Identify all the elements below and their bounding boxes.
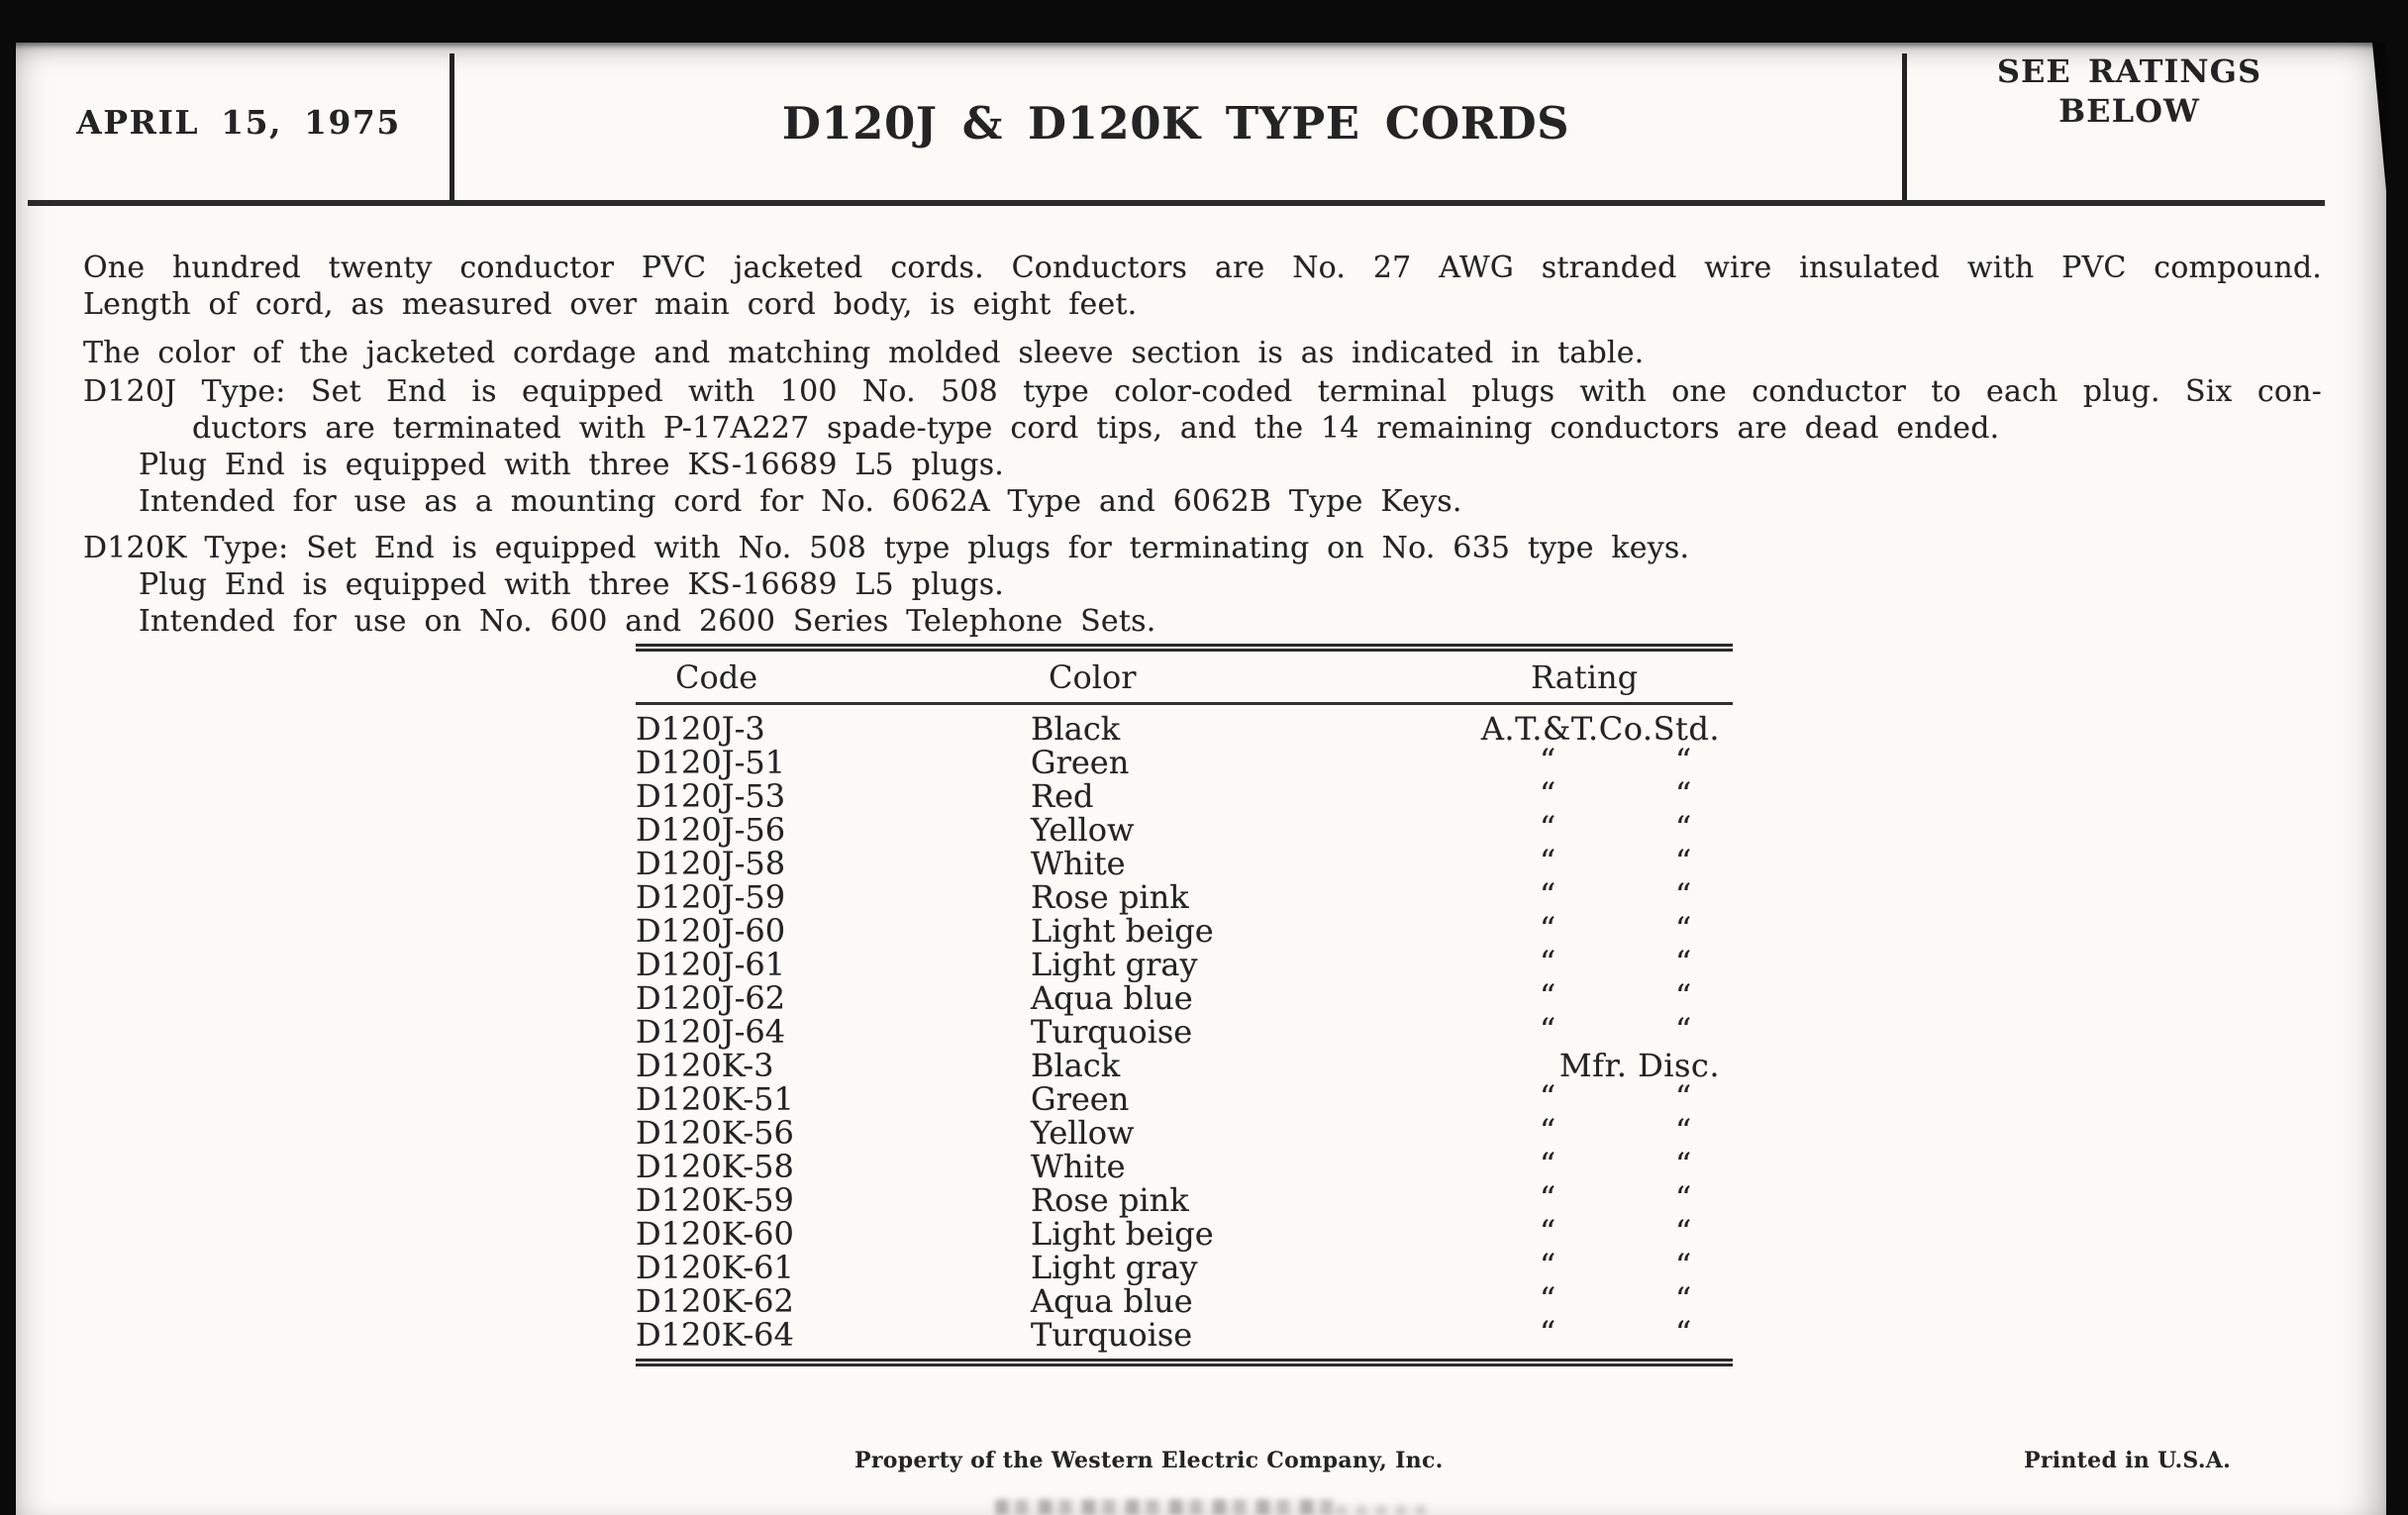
table-row bbox=[636, 1280, 1733, 1320]
table-row bbox=[636, 1049, 1733, 1082]
column-header-color: Color bbox=[1049, 657, 1137, 696]
rating-text: Mfr. Disc. bbox=[1558, 1047, 1720, 1084]
cell-rating bbox=[1436, 843, 1733, 880]
table-row bbox=[636, 1314, 1733, 1354]
cell-color: Black bbox=[1031, 1047, 1121, 1084]
table-row bbox=[636, 1146, 1733, 1185]
body-line: Intended for use on No. 600 and 2600 Series Telephone Sets. bbox=[139, 604, 1156, 639]
cell-color: Black bbox=[1031, 710, 1121, 748]
cell-code: D120K-64 bbox=[636, 1316, 794, 1354]
ditto-mark-left: “ bbox=[1539, 1146, 1556, 1183]
bleed-through-smudge-small bbox=[1337, 1505, 1426, 1515]
table-row bbox=[636, 910, 1733, 950]
cell-code: D120J-51 bbox=[636, 744, 786, 781]
body-line: Length of cord, as measured over main cord body, is eight feet. bbox=[83, 287, 1138, 322]
scan-edge-right bbox=[2386, 0, 2408, 1515]
cell-rating bbox=[1436, 1247, 1733, 1284]
scan-edge-left bbox=[0, 0, 16, 1515]
table-row bbox=[636, 843, 1733, 882]
cell-color: Light gray bbox=[1031, 1249, 1198, 1286]
cell-rating bbox=[1436, 775, 1733, 813]
body-line: D120J Type: Set End is equipped with 100 No. 508 type color-coded terminal plugs with one conductor to each plug. Six con- bbox=[83, 374, 2322, 409]
printed-in-usa: Printed in U.S.A. bbox=[2024, 1448, 2232, 1473]
cell-code: D120K-58 bbox=[636, 1148, 794, 1185]
cell-code: D120K-56 bbox=[636, 1114, 794, 1152]
ditto-mark-right: “ bbox=[1674, 1112, 1692, 1150]
ditto-mark-left: “ bbox=[1539, 944, 1556, 981]
cell-color: Light gray bbox=[1031, 946, 1198, 983]
scan-edge-top bbox=[0, 0, 2408, 43]
cell-rating bbox=[1436, 876, 1733, 914]
ditto-mark-right: “ bbox=[1674, 876, 1692, 914]
cell-code: D120J-58 bbox=[636, 845, 786, 882]
body-text bbox=[83, 250, 2322, 640]
table-row bbox=[636, 809, 1733, 849]
column-header-code: Code bbox=[675, 657, 758, 696]
body-line: Plug End is equipped with three KS-16689 L5 plugs. bbox=[139, 448, 1005, 482]
scan-edge-corner-wedge bbox=[2357, 43, 2408, 191]
ditto-mark-right: “ bbox=[1674, 977, 1692, 1015]
cell-code: D120K-60 bbox=[636, 1215, 794, 1253]
ditto-mark-right: “ bbox=[1674, 742, 1692, 779]
ditto-mark-right: “ bbox=[1674, 1247, 1692, 1284]
page-title: D120J & D120K TYPE CORDS bbox=[781, 97, 1570, 150]
ditto-mark-right: “ bbox=[1674, 843, 1692, 880]
ratings-note-line1: SEE RATINGS bbox=[1996, 52, 2262, 90]
ditto-mark-right: “ bbox=[1674, 1314, 1692, 1352]
cell-code: D120K-3 bbox=[636, 1047, 774, 1084]
cell-code: D120K-59 bbox=[636, 1181, 794, 1219]
cell-rating bbox=[1436, 1146, 1733, 1183]
ditto-mark-left: “ bbox=[1539, 1247, 1556, 1284]
ditto-mark-right: “ bbox=[1674, 775, 1692, 813]
ratings-note bbox=[1902, 51, 2357, 131]
issue-date: APRIL 15, 1975 bbox=[76, 103, 401, 142]
ditto-mark-right: “ bbox=[1674, 910, 1692, 948]
ditto-mark-right: “ bbox=[1674, 944, 1692, 981]
column-header-rating: Rating bbox=[1530, 657, 1639, 696]
ditto-mark-left: “ bbox=[1539, 1280, 1556, 1318]
rating-text: A.T.&T.Co.Std. bbox=[1480, 710, 1720, 748]
ditto-mark-left: “ bbox=[1539, 809, 1556, 847]
cell-color: White bbox=[1031, 845, 1126, 882]
cell-code: D120J-62 bbox=[636, 979, 786, 1017]
ditto-mark-right: “ bbox=[1674, 1179, 1692, 1217]
cell-rating bbox=[1436, 1049, 1733, 1082]
cell-color: Green bbox=[1031, 744, 1130, 781]
cell-rating bbox=[1436, 977, 1733, 1015]
table-bottom-rule bbox=[636, 1359, 1733, 1366]
cell-rating bbox=[1436, 742, 1733, 779]
cell-rating bbox=[1436, 712, 1733, 746]
cell-code: D120K-61 bbox=[636, 1249, 794, 1286]
ditto-mark-left: “ bbox=[1539, 1179, 1556, 1217]
ditto-mark-left: “ bbox=[1539, 876, 1556, 914]
cell-rating bbox=[1436, 1011, 1733, 1049]
table-row bbox=[636, 1213, 1733, 1253]
ratings-note-line2: BELOW bbox=[2058, 92, 2200, 130]
table-body bbox=[636, 705, 1733, 1352]
table-row bbox=[636, 1112, 1733, 1152]
ditto-mark-right: “ bbox=[1674, 1078, 1692, 1116]
body-line: D120K Type: Set End is equipped with No. 508 type plugs for terminating on No. 635 type keys. bbox=[83, 531, 1690, 565]
table-row bbox=[636, 775, 1733, 815]
table-header-row bbox=[636, 652, 1733, 702]
ditto-mark-right: “ bbox=[1674, 1146, 1692, 1183]
cell-rating bbox=[1436, 1280, 1733, 1318]
cell-code: D120J-60 bbox=[636, 912, 786, 950]
ditto-mark-left: “ bbox=[1539, 775, 1556, 813]
cell-rating bbox=[1436, 809, 1733, 847]
ditto-mark-right: “ bbox=[1674, 809, 1692, 847]
ditto-mark-left: “ bbox=[1539, 1011, 1556, 1049]
table-top-rule bbox=[636, 644, 1733, 652]
ditto-mark-right: “ bbox=[1674, 1280, 1692, 1318]
ditto-mark-left: “ bbox=[1539, 977, 1556, 1015]
header-divider-right bbox=[1902, 53, 1907, 203]
cell-code: D120J-61 bbox=[636, 946, 786, 983]
cell-rating bbox=[1436, 910, 1733, 948]
table-row bbox=[636, 742, 1733, 781]
table-row bbox=[636, 1011, 1733, 1051]
cell-color: Aqua blue bbox=[1031, 979, 1193, 1017]
ditto-mark-left: “ bbox=[1539, 1112, 1556, 1150]
cell-color: Yellow bbox=[1031, 1114, 1135, 1152]
cord-ratings-table bbox=[636, 644, 1733, 1366]
cell-rating bbox=[1436, 1112, 1733, 1150]
body-line: Plug End is equipped with three KS-16689 L5 plugs. bbox=[139, 567, 1005, 602]
bleed-through-smudge bbox=[995, 1499, 1337, 1515]
cell-rating bbox=[1436, 1078, 1733, 1116]
body-line: One hundred twenty conductor PVC jacketed cords. Conductors are No. 27 AWG stranded wire insulated with PVC compound. bbox=[83, 251, 2322, 285]
body-line: The color of the jacketed cordage and matching molded sleeve section is as indicated in table. bbox=[83, 336, 1645, 370]
ditto-mark-left: “ bbox=[1539, 1078, 1556, 1116]
ditto-mark-left: “ bbox=[1539, 843, 1556, 880]
property-notice: Property of the Western Electric Company, Inc. bbox=[854, 1448, 1444, 1473]
cell-code: D120K-62 bbox=[636, 1282, 794, 1320]
ditto-mark-left: “ bbox=[1539, 1314, 1556, 1352]
ditto-mark-left: “ bbox=[1539, 910, 1556, 948]
table-row bbox=[636, 977, 1733, 1017]
cell-code: D120K-51 bbox=[636, 1080, 794, 1118]
cell-code: D120J-3 bbox=[636, 710, 765, 748]
ditto-mark-left: “ bbox=[1539, 1213, 1556, 1251]
ditto-mark-left: “ bbox=[1539, 742, 1556, 779]
cell-code: D120J-64 bbox=[636, 1013, 786, 1051]
table-row bbox=[636, 944, 1733, 983]
cell-rating bbox=[1436, 1314, 1733, 1352]
cell-color: White bbox=[1031, 1148, 1126, 1185]
body-line: Intended for use as a mounting cord for No. 6062A Type and 6062B Type Keys. bbox=[139, 484, 1462, 519]
cell-color: Turquoise bbox=[1031, 1316, 1193, 1354]
cell-color: Light beige bbox=[1031, 912, 1214, 950]
header-rule bbox=[28, 200, 2325, 206]
cell-color: Turquoise bbox=[1031, 1013, 1193, 1051]
table-row bbox=[636, 712, 1733, 746]
cell-color: Rose pink bbox=[1031, 878, 1189, 916]
cell-rating bbox=[1436, 944, 1733, 981]
cell-code: D120J-59 bbox=[636, 878, 786, 916]
table-row bbox=[636, 1247, 1733, 1286]
ditto-mark-right: “ bbox=[1674, 1213, 1692, 1251]
ditto-mark-right: “ bbox=[1674, 1011, 1692, 1049]
cell-color: Green bbox=[1031, 1080, 1130, 1118]
cell-color: Red bbox=[1031, 777, 1094, 815]
cell-color: Aqua blue bbox=[1031, 1282, 1193, 1320]
cell-rating bbox=[1436, 1179, 1733, 1217]
body-line: ductors are terminated with P-17A227 spade-type cord tips, and the 14 remaining conductors are dead ended. bbox=[192, 411, 2000, 446]
cell-code: D120J-56 bbox=[636, 811, 786, 849]
header-divider-left bbox=[450, 53, 454, 203]
table-row bbox=[636, 1179, 1733, 1219]
cell-color: Rose pink bbox=[1031, 1181, 1189, 1219]
table-row bbox=[636, 876, 1733, 916]
cell-color: Light beige bbox=[1031, 1215, 1214, 1253]
cell-rating bbox=[1436, 1213, 1733, 1251]
cell-code: D120J-53 bbox=[636, 777, 786, 815]
table-row bbox=[636, 1078, 1733, 1118]
cell-color: Yellow bbox=[1031, 811, 1135, 849]
